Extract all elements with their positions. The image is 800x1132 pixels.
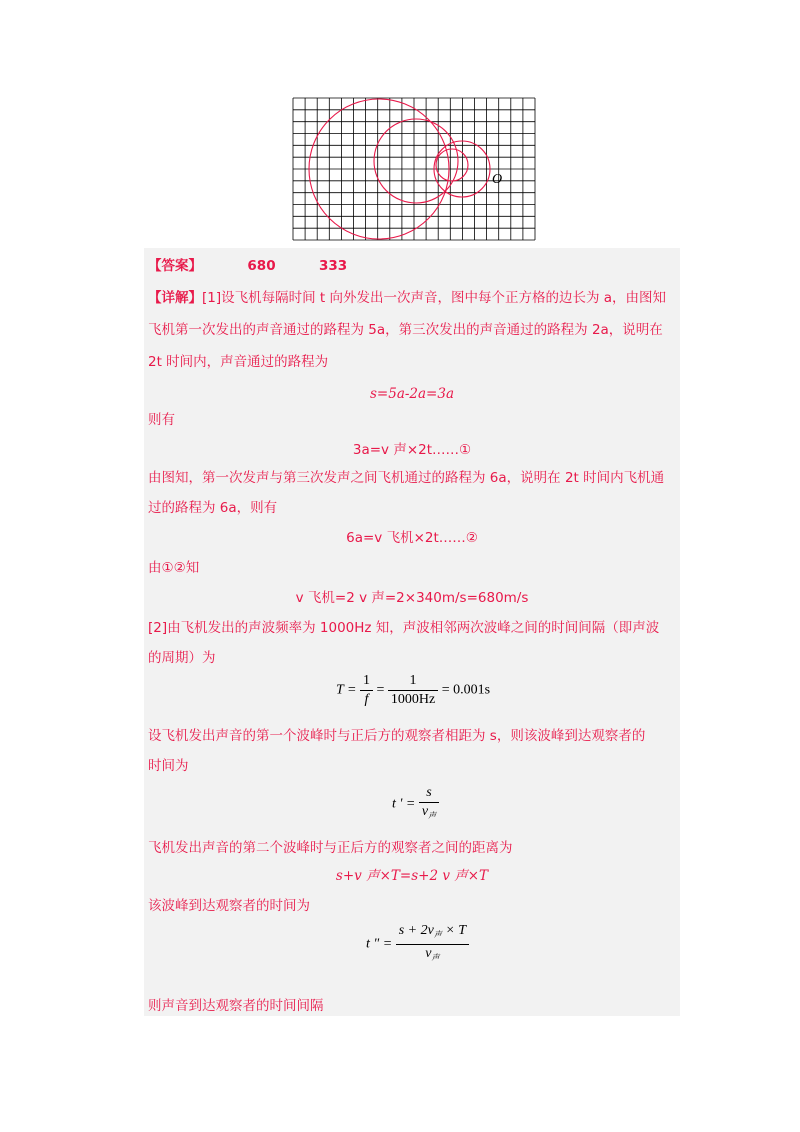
p3-line1: [2]由飞机发出的声波频率为 1000Hz 知，声波相邻两次波峰之间的时间间隔（即声波 [148,620,660,636]
t1-formula [392,784,439,825]
explanation-line-1 [148,288,666,308]
p6-line1: 该波峰到达观察者的时间为 [148,898,310,914]
p4-line1: 设飞机发出声音的第一个波峰时与正后方的观察者相距为 s，则该波峰到达观察者的 [148,728,646,744]
equation-s: s=5a-2a=3a [369,386,455,402]
p2-line1: 由图知，第一次发声与第三次发声之间飞机通过的路程为 6a，说明在 2t 时间内飞机通 [148,470,665,486]
answer-value-1: 680 [247,258,276,274]
period-eq: = [376,682,385,698]
p2-line2: 过的路程为 6a，则有 [148,500,278,516]
frac2-den: 1000Hz [390,692,436,707]
period-result: = 0.001s [441,682,491,698]
p1-line3: 2t 时间内，声音通过的路程为 [148,354,329,370]
wave-grid-figure [292,97,536,241]
p4-line2: 时间为 [148,758,189,774]
period-formula [336,672,490,709]
answer-line [148,256,347,276]
p1-line1: [1]设飞机每隔时间 t 向外发出一次声音，图中每个正方格的边长为 a，由图知 [202,290,667,306]
equation-1: 3a=v 声×2t……① [352,442,472,458]
equation-distance: s+v 声×T=s+2 v 声×T [335,868,489,884]
then-have: 则有 [148,412,175,428]
p1-line2: 飞机第一次发出的声音通过的路程为 5a，第三次发出的声音通过的路程为 2a，说明在 [148,322,663,338]
answer-value-2: 333 [319,258,348,274]
circle-fourth-sound [436,149,468,181]
t1-lhs: t ' = [392,796,416,812]
t2-formula [366,922,469,967]
period-lhs: T = [336,682,357,698]
answer-label: 【答案】 [148,258,202,274]
circle-second-sound [374,119,458,203]
t2-den: $v_声$ [425,946,440,962]
fraction-1-over-f [360,672,373,709]
from-1-2: 由①②知 [148,560,200,576]
t1-fraction [419,784,439,825]
point-o-label: O [492,172,503,187]
t2-fraction [396,922,469,967]
p7-line1: 则声音到达观察者的时间间隔 [148,998,324,1014]
t2-lhs: t " = [366,936,393,952]
p3-line2: 的周期）为 [148,650,216,666]
frac1-num: 1 [360,672,373,691]
p5-line1: 飞机发出声音的第二个波峰时与正后方的观察者之间的距离为 [148,840,513,856]
frac1-den: f [364,692,369,707]
t1-num: s [419,784,439,803]
frac2-num: 1 [388,672,438,691]
fraction-1-over-1000hz [388,672,438,709]
t2-num: $s + 2v_声 \times T$ [396,922,469,945]
equation-3: v 飞机=2 v 声=2×340m/s=680m/s [295,590,529,606]
explanation-label: 【详解】 [148,290,202,306]
t1-den: $v_声$ [421,804,437,820]
equation-2: 6a=v 飞机×2t……② [346,530,478,546]
